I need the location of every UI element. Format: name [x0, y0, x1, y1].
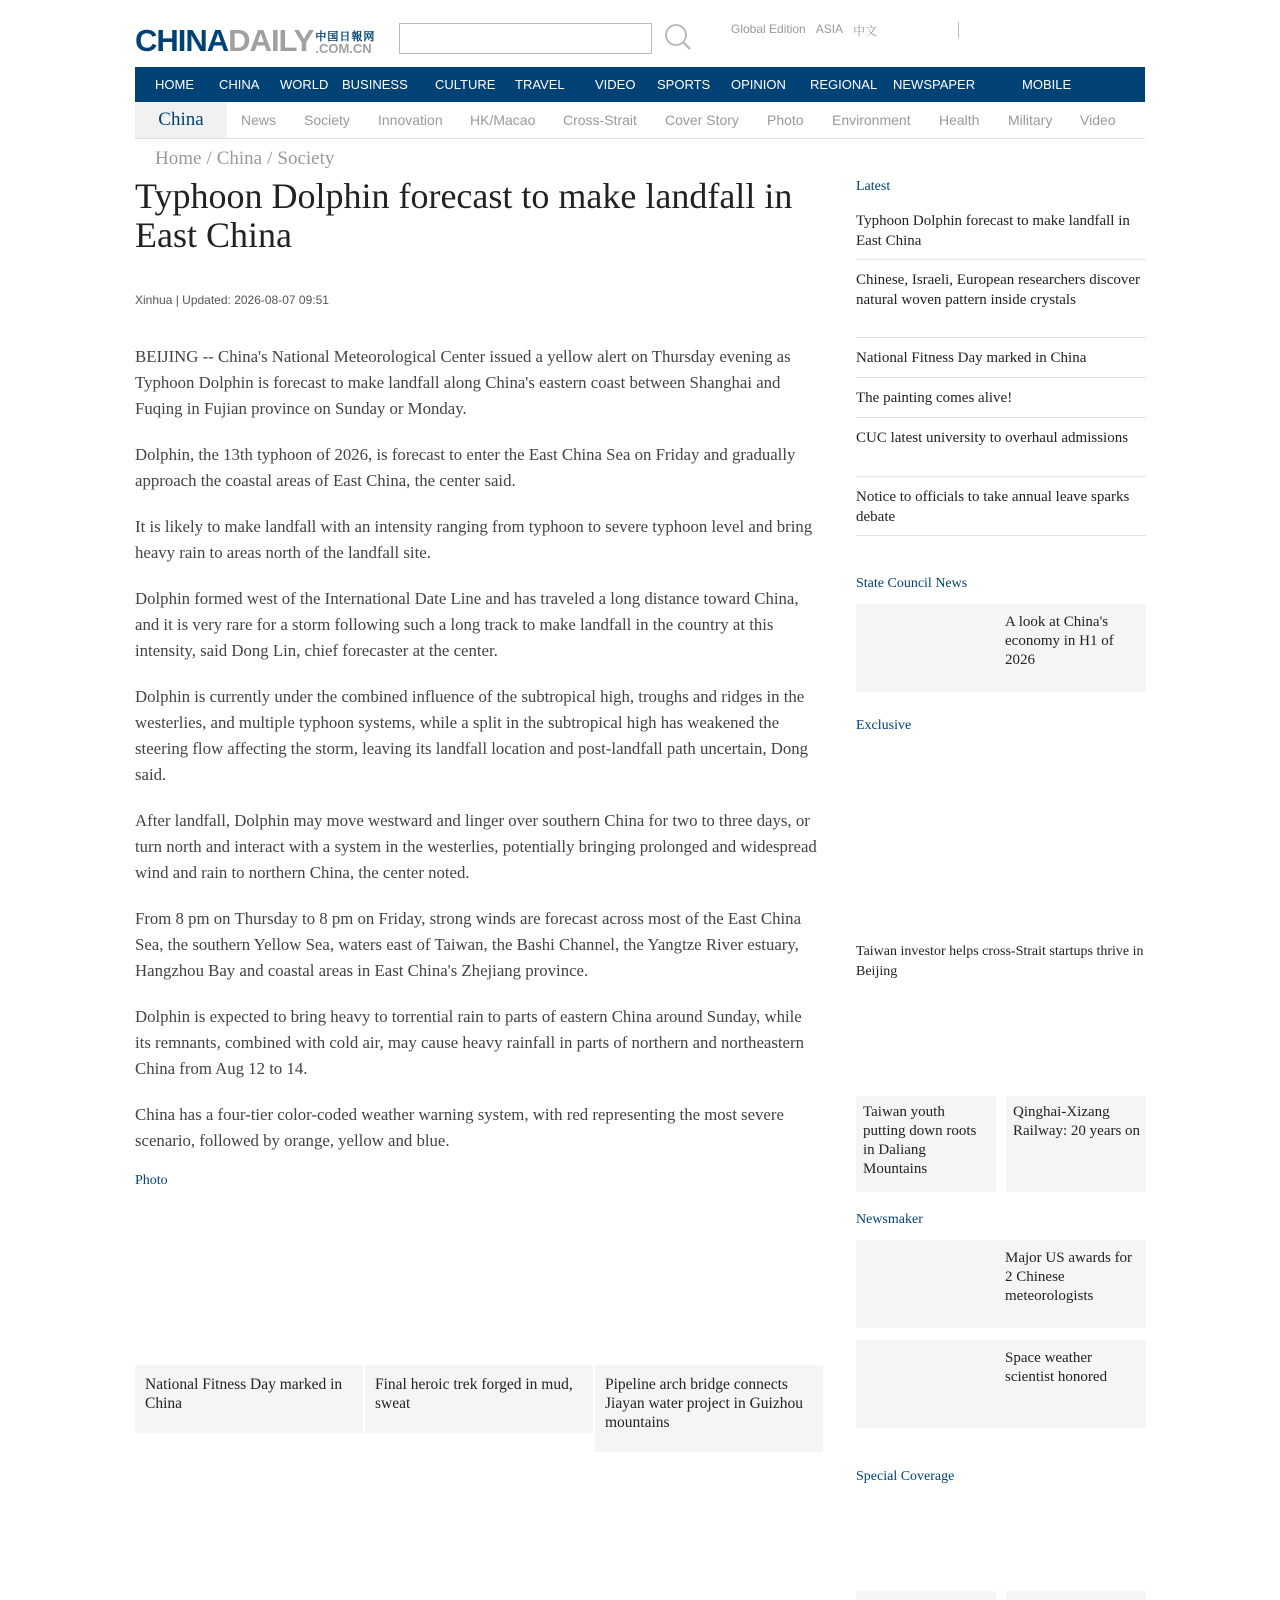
channel-nav-society[interactable]: Society	[304, 112, 350, 128]
exclusive-caption[interactable]: Taiwan investor helps cross-Strait startups thrive in Beijing	[856, 944, 1144, 979]
nav-travel[interactable]: TRAVEL	[515, 77, 565, 92]
newsmaker-card-title: Space weather scientist honored	[1005, 1350, 1108, 1385]
logo-chinese-text: 中国日報网	[315, 30, 376, 43]
photo-section-label[interactable]: Photo	[135, 1173, 168, 1188]
nav-culture[interactable]: CULTURE	[435, 77, 496, 92]
special-coverage-card[interactable]	[856, 1591, 996, 1600]
newsmaker-card[interactable]	[856, 1240, 1146, 1328]
channel-nav-health[interactable]: Health	[939, 112, 980, 128]
latest-item[interactable]: The painting comes alive!	[856, 389, 1146, 418]
special-coverage-label[interactable]: Special Coverage	[856, 1469, 955, 1484]
channel-nav-cover-story[interactable]: Cover Story	[665, 112, 739, 128]
channel-nav-innovation[interactable]: Innovation	[378, 112, 443, 128]
breadcrumb-separator: /	[206, 148, 212, 169]
article-body	[135, 344, 821, 1174]
channel-nav-military[interactable]: Military	[1008, 112, 1053, 128]
breadcrumb-home[interactable]: Home	[155, 148, 202, 169]
channel-nav-news[interactable]: News	[241, 112, 277, 128]
article-paragraph: After landfall, Dolphin may move westward and linger over southern China for two to three days, or turn north and interact with a system in the westerlies, potentially bringing prolonged and widespread wind and rain to northern China, the center noted.	[135, 811, 817, 882]
latest-item[interactable]: Notice to officials to take annual leave sparks debate	[856, 488, 1146, 536]
channel-nav-current[interactable]: China	[135, 102, 227, 138]
newsmaker-label[interactable]: Newsmaker	[856, 1212, 923, 1227]
article-paragraph: China has a four-tier color-coded weather warning system, with red representing the most severe scenario, followed by orange, yellow and blue.	[135, 1105, 784, 1150]
latest-item[interactable]: National Fitness Day marked in China	[856, 349, 1146, 378]
search-input[interactable]	[399, 23, 652, 54]
search-icon	[664, 23, 692, 51]
channel-nav-environment[interactable]: Environment	[832, 112, 911, 128]
channel-nav	[135, 102, 1145, 139]
state-council-label[interactable]: State Council News	[856, 576, 968, 591]
search-button[interactable]	[664, 23, 692, 51]
exclusive-card[interactable]	[856, 1096, 996, 1192]
nav-world[interactable]: WORLD	[280, 77, 329, 92]
logo-china-text: CHINA	[135, 23, 229, 58]
latest-item[interactable]: Typhoon Dolphin forecast to make landfall in East China	[856, 212, 1146, 260]
exclusive-card[interactable]	[1006, 1096, 1146, 1192]
nav-china[interactable]: CHINA	[219, 77, 260, 92]
breadcrumb-separator: /	[267, 148, 273, 169]
special-coverage-card[interactable]	[1006, 1591, 1146, 1600]
nav-newspaper[interactable]: NEWSPAPER	[893, 77, 976, 92]
photo-card[interactable]: National Fitness Day marked in China	[135, 1365, 363, 1433]
article-paragraph: Dolphin is expected to bring heavy to torrential rain to parts of eastern China around Sunday, while its remnants, combined with cold air, may cause heavy rainfall in parts of northern and northeastern China from Aug 12 to 14.	[135, 1007, 804, 1078]
state-council-card-title: A look at China's economy in H1 of 2026	[1005, 614, 1114, 668]
nav-opinion[interactable]: OPINION	[731, 77, 786, 92]
article-title: Typhoon Dolphin forecast to make landfall in East China	[135, 176, 793, 255]
asia-edition-link[interactable]: ASIA	[815, 22, 844, 36]
main-nav	[135, 67, 1145, 102]
logo-daily-text: DAILY	[228, 23, 314, 58]
exclusive-card-title: Taiwan youth putting down roots in Daliang Mountains	[863, 1104, 977, 1177]
chinadaily-logo[interactable]	[135, 23, 376, 58]
latest-item[interactable]: CUC latest university to overhaul admissions	[856, 429, 1146, 477]
article-paragraph: Dolphin, the 13th typhoon of 2026, is forecast to enter the East China Sea on Friday and gradually approach the coastal areas of East China, the center said.	[135, 445, 796, 490]
chinese-edition-link[interactable]: 中文	[853, 24, 878, 38]
header-divider	[958, 22, 959, 38]
newsmaker-card-title: Major US awards for 2 Chinese meteorologists	[1005, 1250, 1133, 1304]
channel-nav-photo[interactable]: Photo	[767, 112, 804, 128]
nav-sports[interactable]: SPORTS	[657, 77, 711, 92]
logo-domain-text: .COM.CN	[315, 41, 372, 56]
article-paragraph: Dolphin is currently under the combined influence of the subtropical high, troughs and ridges in the westerlies, and multiple typhoon systems, while a split in the subtropical high has weakened the steering flow affecting the storm, leaving its landfall location and post-landfall path uncertain, Dong said.	[135, 687, 809, 784]
photo-card[interactable]: Pipeline arch bridge connects Jiayan water project in Guizhou mountains	[595, 1365, 823, 1452]
latest-label[interactable]: Latest	[856, 179, 891, 194]
exclusive-card-title: Qinghai-Xizang Railway: 20 years on	[1013, 1104, 1141, 1139]
newsmaker-card[interactable]	[856, 1340, 1146, 1428]
photo-card[interactable]: Final heroic trek forged in mud, sweat	[365, 1365, 593, 1433]
channel-nav-cross-strait[interactable]: Cross-Strait	[563, 112, 637, 128]
article-paragraph: Dolphin formed west of the International Date Line and has traveled a long distance toward China, and it is very rare for a storm following such a long track to make landfall in the country at this intensity, said Dong Lin, chief forecaster at the center.	[135, 589, 799, 660]
article-paragraph: BEIJING -- China's National Meteorological Center issued a yellow alert on Thursday evening as Typhoon Dolphin is forecast to make landfall along China's eastern coast between Shanghai and Fuqing in Fujian province on Sunday or Monday.	[135, 347, 791, 418]
global-edition-link[interactable]: Global Edition	[731, 22, 806, 36]
nav-mobile[interactable]: MOBILE	[1022, 77, 1072, 92]
article-paragraph: From 8 pm on Thursday to 8 pm on Friday, strong winds are forecast across most of the East China Sea, the southern Yellow Sea, waters east of Taiwan, the Bashi Channel, the Yangtze River estuary, Hangzhou Bay and coastal areas in East China's Zhejiang province.	[135, 909, 802, 980]
article-byline: Xinhua | Updated: 2026-08-07 09:51	[135, 293, 329, 307]
breadcrumb-china[interactable]: China	[216, 148, 263, 169]
nav-regional[interactable]: REGIONAL	[810, 77, 878, 92]
nav-business[interactable]: BUSINESS	[342, 77, 408, 92]
edition-links	[731, 22, 877, 39]
article-paragraph: It is likely to make landfall with an intensity ranging from typhoon to severe typhoon level and bring heavy rain to areas north of the landfall site.	[135, 517, 813, 562]
latest-item[interactable]: Chinese, Israeli, European researchers discover natural woven pattern inside crystals	[856, 271, 1146, 338]
exclusive-label[interactable]: Exclusive	[856, 718, 912, 733]
nav-video[interactable]: VIDEO	[595, 77, 636, 92]
channel-nav-video[interactable]: Video	[1080, 112, 1116, 128]
breadcrumb-society[interactable]: Society	[277, 148, 335, 169]
state-council-card[interactable]	[856, 604, 1146, 692]
nav-home[interactable]: HOME	[155, 77, 194, 92]
breadcrumb	[155, 148, 334, 170]
channel-nav-hk-macao[interactable]: HK/Macao	[470, 112, 536, 128]
